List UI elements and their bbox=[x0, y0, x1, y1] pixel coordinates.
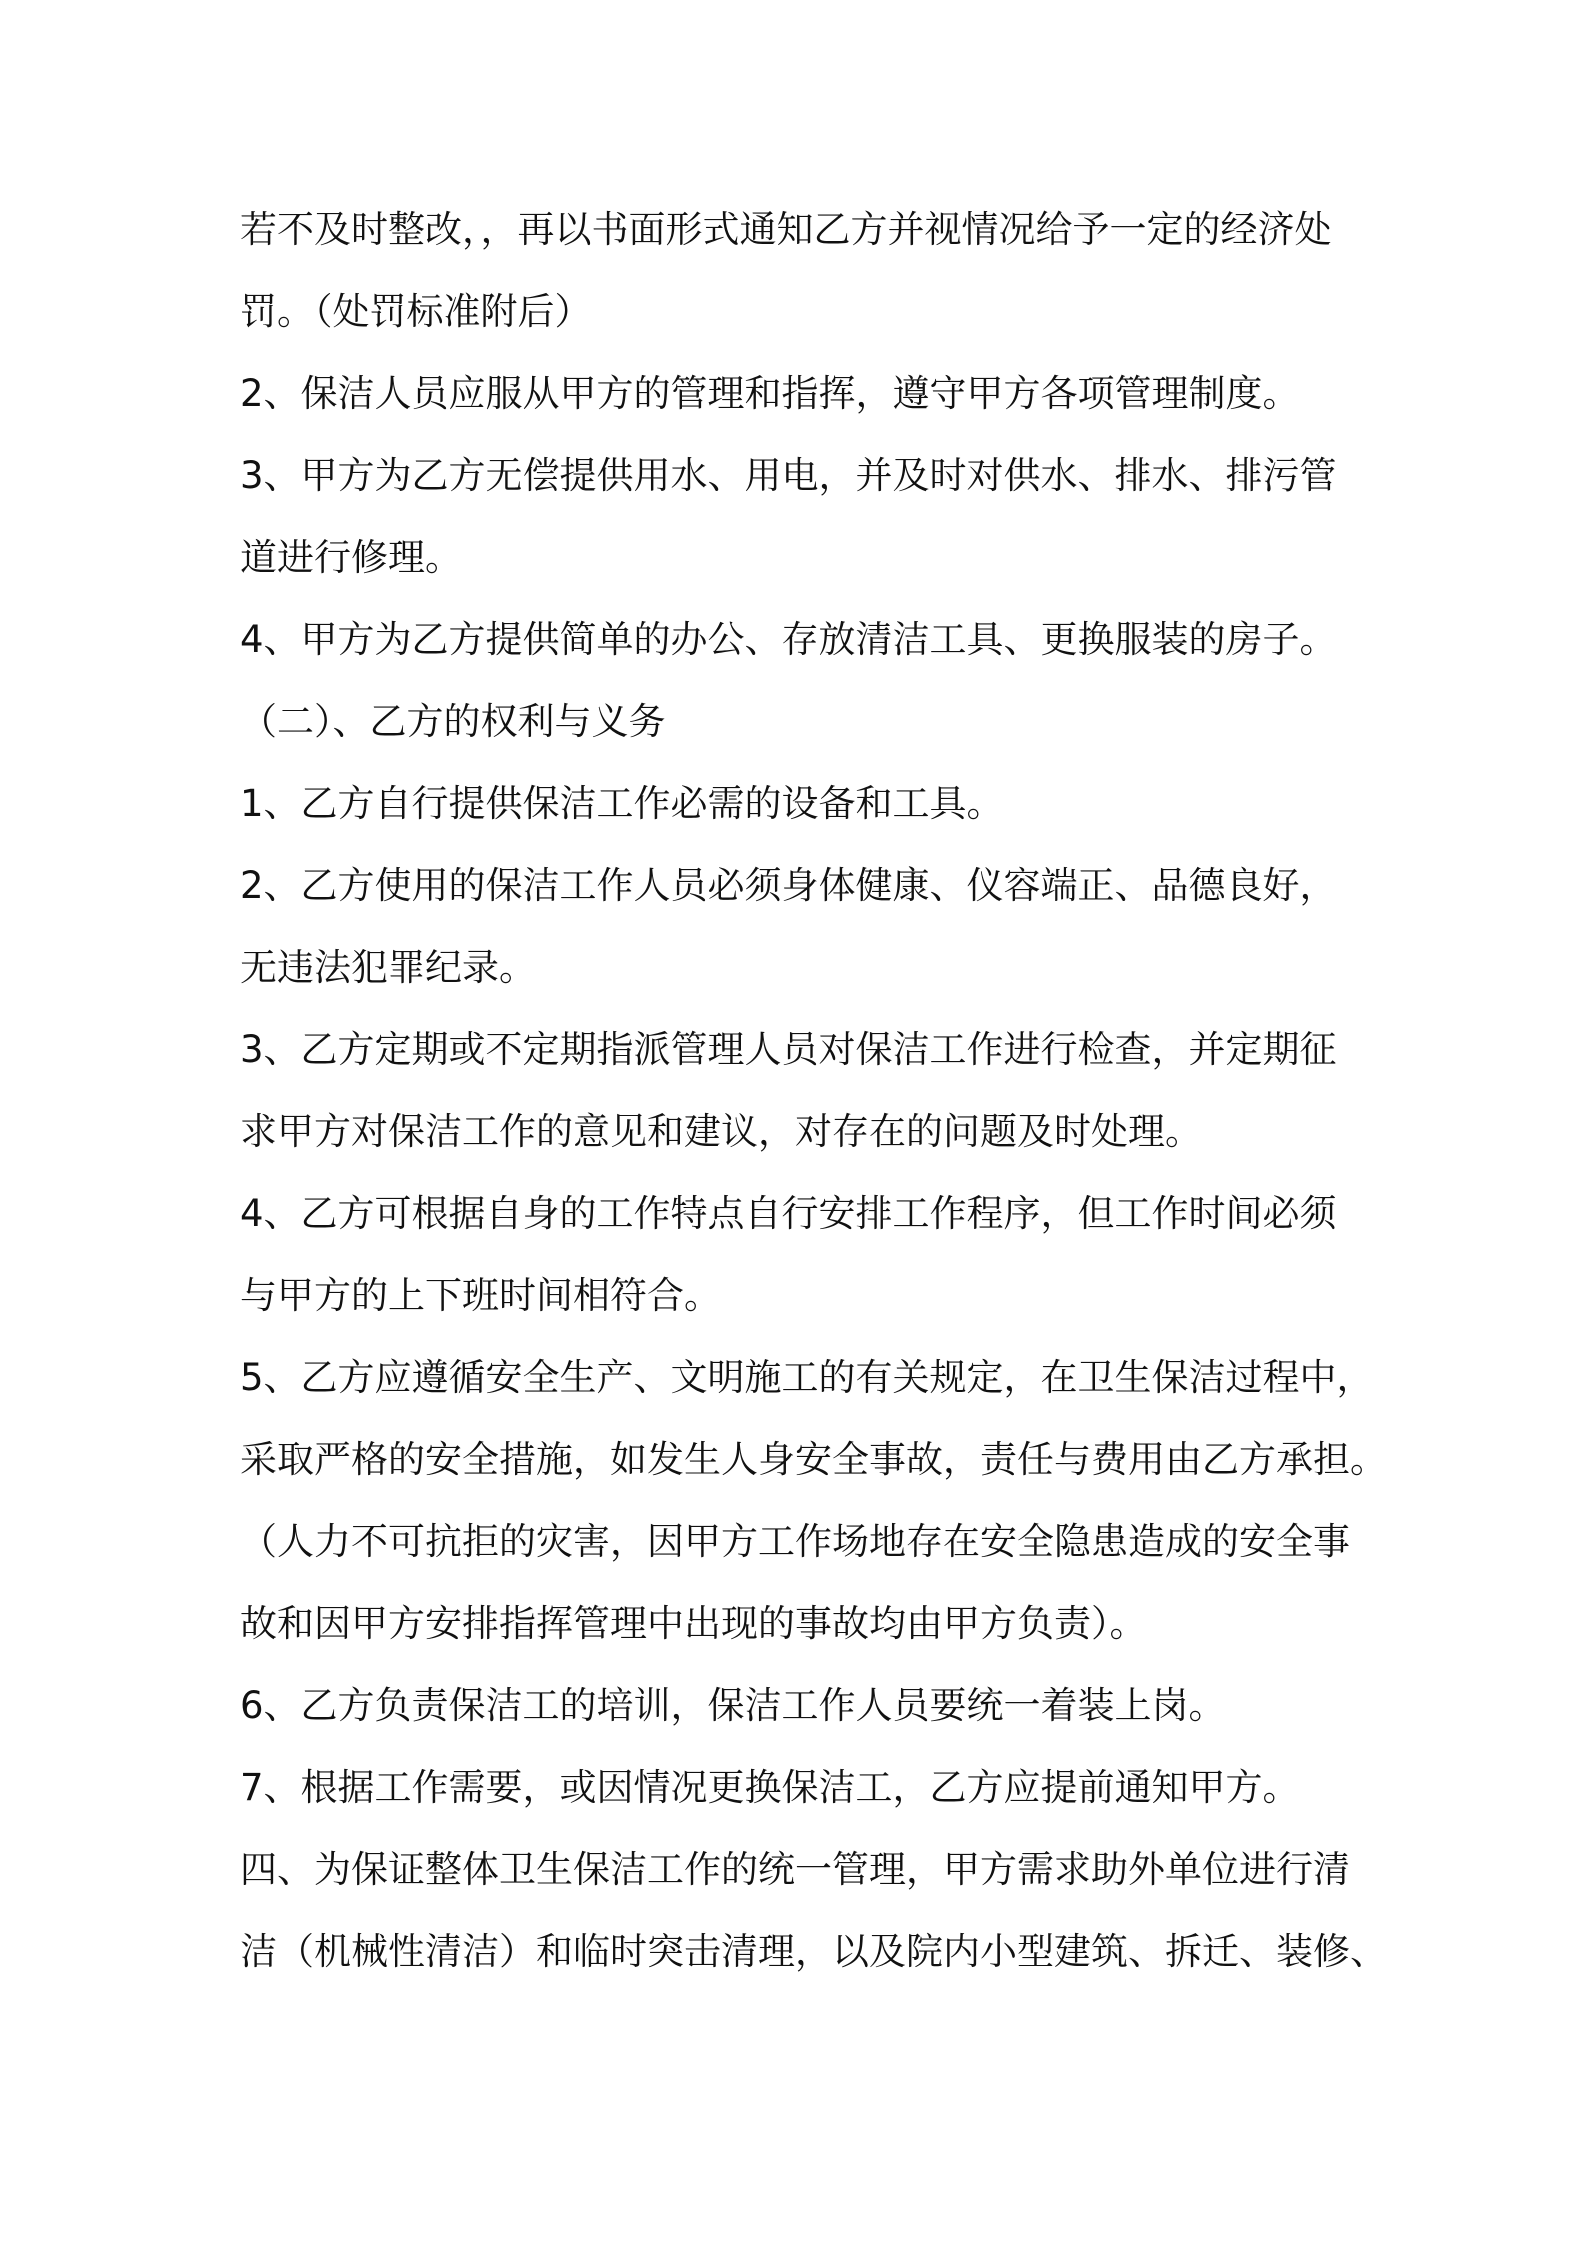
text-line: 采取严格的安全措施，如发生人身安全事故，责任与费用由乙方承担。 bbox=[240, 1438, 1387, 1481]
text-line: 道进行修理。 bbox=[240, 536, 462, 579]
text-line: 4、甲方为乙方提供简单的办公、存放清洁工具、更换服装的房子。 bbox=[240, 618, 1337, 661]
text-line: 与甲方的上下班时间相符合。 bbox=[240, 1274, 721, 1317]
text-line: 7、根据工作需要，或因情况更换保洁工，乙方应提前通知甲方。 bbox=[240, 1766, 1300, 1809]
text-line: 2、保洁人员应服从甲方的管理和指挥，遵守甲方各项管理制度。 bbox=[240, 372, 1300, 415]
text-line: 3、乙方定期或不定期指派管理人员对保洁工作进行检查，并定期征 bbox=[240, 1028, 1337, 1071]
text-line: 5、乙方应遵循安全生产、文明施工的有关规定，在卫生保洁过程中， bbox=[240, 1356, 1374, 1399]
text-line: 4、乙方可根据自身的工作特点自行安排工作程序，但工作时间必须 bbox=[240, 1192, 1337, 1235]
text-line: 求甲方对保洁工作的意见和建议，对存在的问题及时处理。 bbox=[240, 1110, 1202, 1153]
text-line: 3、甲方为乙方无偿提供用水、用电，并及时对供水、排水、排污管 bbox=[240, 454, 1337, 497]
text-line: 若不及时整改，，再以书面形式通知乙方并视情况给予一定的经济处 bbox=[240, 208, 1332, 251]
text-line: 四、为保证整体卫生保洁工作的统一管理，甲方需求助外单位进行清 bbox=[240, 1848, 1350, 1891]
text-line: 洁（机械性清洁）和临时突击清理，以及院内小型建筑、拆迁、装修、 bbox=[240, 1930, 1387, 1973]
text-line: 6、乙方负责保洁工的培训，保洁工作人员要统一着装上岗。 bbox=[240, 1684, 1226, 1727]
text-line: 无违法犯罪纪录。 bbox=[240, 946, 536, 989]
text-line: （人力不可抗拒的灾害，因甲方工作场地存在安全隐患造成的安全事 bbox=[240, 1520, 1350, 1563]
text-line: 2、乙方使用的保洁工作人员必须身体健康、仪容端正、品德良好， bbox=[240, 864, 1337, 907]
section-heading: （二）、乙方的权利与义务 bbox=[240, 700, 666, 743]
text-line: 罚。（处罚标准附后） bbox=[240, 290, 592, 333]
text-line: 故和因甲方安排指挥管理中出现的事故均由甲方负责）。 bbox=[240, 1602, 1147, 1645]
text-line: 1、乙方自行提供保洁工作必需的设备和工具。 bbox=[240, 782, 1004, 825]
